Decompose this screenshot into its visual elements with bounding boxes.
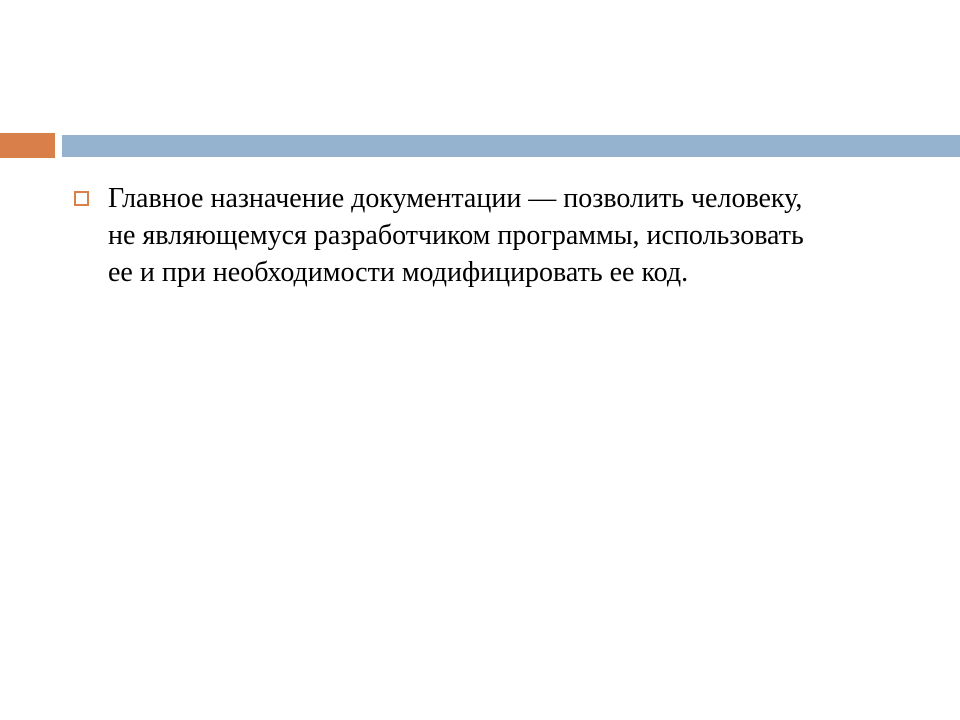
bullet-text-line-2: не являющемуся разработчиком программы, использовать xyxy=(108,220,804,251)
bullet-text-line-1: Главное назначение документации — позволить человеку, xyxy=(108,183,803,214)
orange-accent-block xyxy=(0,133,55,158)
square-bullet-icon xyxy=(74,191,89,206)
list-item xyxy=(74,180,804,291)
bullet-text-line-3: ее и при необходимости модифицировать ее код. xyxy=(108,257,689,288)
blue-header-bar xyxy=(62,135,960,157)
bullet-paragraph xyxy=(108,180,804,291)
